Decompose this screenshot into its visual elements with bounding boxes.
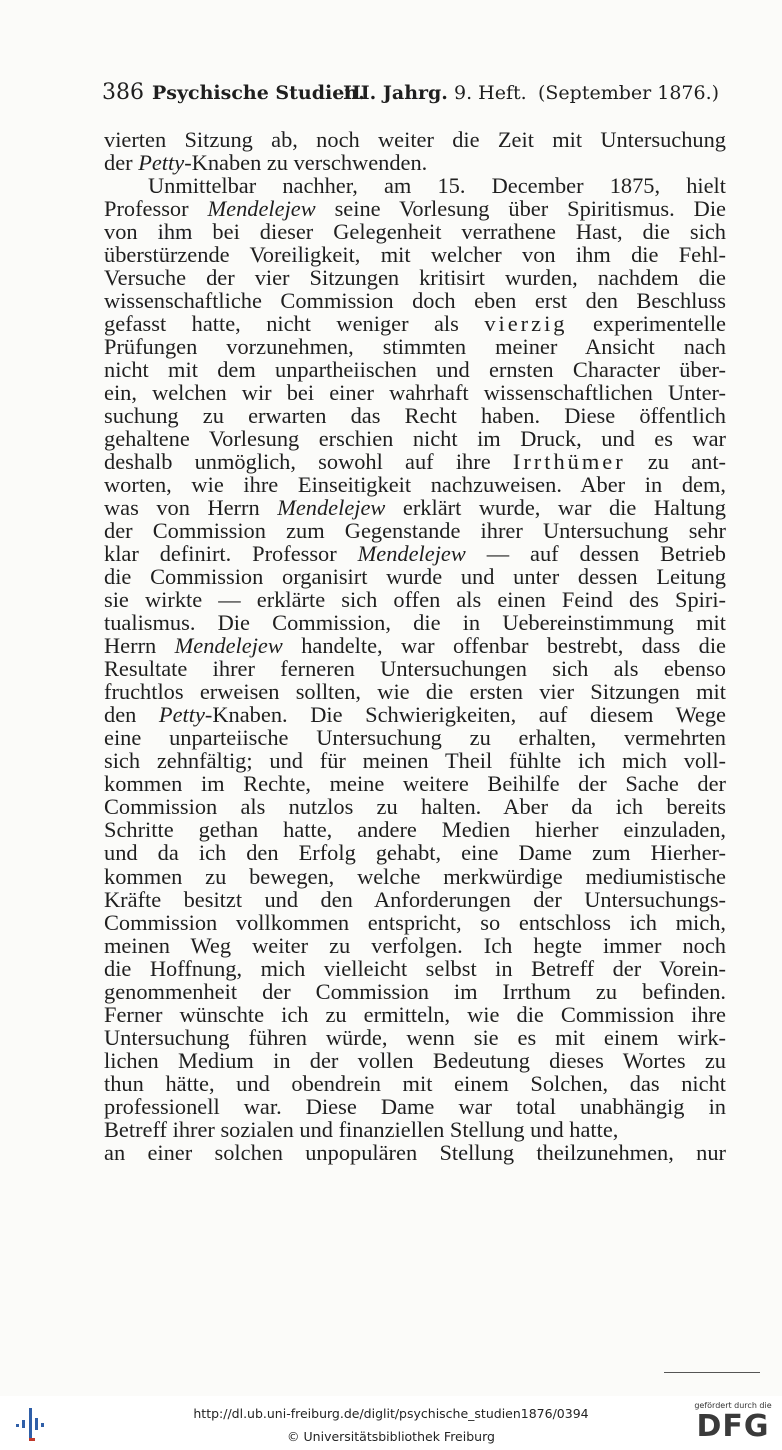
text-line bbox=[104, 1095, 726, 1118]
text-segment: thun hätte, und obendrein mit einem Solchen, das nicht bbox=[104, 1070, 726, 1096]
text-line bbox=[104, 358, 726, 381]
text-line bbox=[104, 473, 726, 496]
text-segment: gefasst hatte, nicht weniger als bbox=[104, 311, 485, 337]
text-line bbox=[104, 565, 726, 588]
body-text bbox=[104, 128, 726, 1164]
text-segment: Commission vollkommen entspricht, so entschloss ich mich, bbox=[104, 909, 726, 935]
italic-name: Mendelejew bbox=[277, 495, 386, 521]
text-segment: -Knaben. Die Schwierigkeiten, auf diesem Wege bbox=[204, 702, 726, 728]
text-segment: -Knaben zu verschwenden. bbox=[184, 150, 428, 176]
spaced-emphasis: Irrthümer bbox=[512, 449, 626, 475]
text-line bbox=[104, 335, 726, 358]
text-line bbox=[104, 726, 726, 749]
text-segment: wissenschaftliche Commission doch eben erst den Beschluss bbox=[104, 288, 726, 314]
text-line bbox=[104, 888, 726, 911]
issue-date: (September 1876.) bbox=[538, 82, 720, 104]
dfg-logo: DFG bbox=[696, 1409, 770, 1444]
text-line bbox=[104, 841, 726, 864]
text-segment: tualismus. Die Commission, die in Uebereinstimmung mit bbox=[104, 610, 726, 636]
text-line bbox=[104, 818, 726, 841]
text-line bbox=[104, 174, 726, 197]
text-segment: sich zehnfältig; und für meinen Theil fühlte ich mich voll- bbox=[104, 748, 726, 774]
text-segment: den bbox=[104, 702, 159, 728]
text-line bbox=[104, 450, 726, 473]
text-segment: erklärt wurde, war die Haltung bbox=[385, 495, 726, 521]
text-line bbox=[104, 542, 726, 565]
text-segment: von ihm bei dieser Gelegenheit verrathene Hast, die sich bbox=[104, 219, 726, 245]
text-segment: der bbox=[104, 150, 139, 176]
journal-title: Psychische Studien. bbox=[152, 82, 365, 104]
text-segment: gehaltene Vorlesung erschien nicht im Druck, und es war bbox=[104, 426, 726, 452]
text-line bbox=[104, 634, 726, 657]
text-segment: suchung zu erwarten das Recht haben. Diese öffentlich bbox=[104, 403, 726, 429]
text-segment: kommen im Rechte, meine weitere Beihilfe der Sache der bbox=[104, 771, 726, 797]
volume-year: III. Jahrg. bbox=[343, 82, 448, 104]
text-segment: vierten Sitzung ab, noch weiter die Zeit mit Untersuchung bbox=[104, 127, 726, 152]
text-line bbox=[104, 312, 726, 335]
text-line bbox=[104, 427, 726, 450]
text-line bbox=[104, 519, 726, 542]
text-segment: meinen Weg weiter zu verfolgen. Ich hegte immer noch bbox=[104, 932, 726, 958]
text-line bbox=[104, 680, 726, 703]
text-segment: der Commission zum Gegenstande ihrer Untersuchung sehr bbox=[104, 518, 726, 544]
text-line bbox=[104, 404, 726, 427]
text-line bbox=[104, 1003, 726, 1026]
text-line bbox=[104, 957, 726, 980]
source-url[interactable]: http://dl.ub.uni-freiburg.de/diglit/psychische_studien1876/0394 bbox=[193, 1406, 589, 1421]
text-segment: worten, wie ihre Einseitigkeit nachzuweisen. Aber in dem, bbox=[104, 472, 726, 498]
copyright-notice: © Universitätsbibliothek Freiburg bbox=[287, 1429, 495, 1444]
text-line bbox=[104, 703, 726, 726]
text-line bbox=[104, 588, 726, 611]
text-segment: lichen Medium in der vollen Bedeutung dieses Wortes zu bbox=[104, 1047, 726, 1073]
text-segment: was von Herrn bbox=[104, 495, 278, 521]
text-line bbox=[104, 1026, 726, 1049]
text-line bbox=[104, 865, 726, 888]
text-line bbox=[104, 657, 726, 680]
spaced-emphasis: vierzig bbox=[484, 311, 568, 337]
viewer-footer bbox=[0, 1396, 782, 1450]
text-segment: zu ant- bbox=[625, 449, 726, 475]
text-segment: Betreff ihrer sozialen und finanziellen Stellung und hatte, bbox=[104, 1116, 619, 1142]
text-segment: Schritte gethan hatte, andere Medien hierher einzuladen, bbox=[104, 817, 726, 843]
text-line bbox=[104, 1072, 726, 1095]
text-line bbox=[104, 220, 726, 243]
text-line bbox=[104, 243, 726, 266]
text-segment: — auf dessen Betrieb bbox=[465, 541, 727, 567]
text-segment: genommenheit der Commission im Irrthum zu befinden. bbox=[104, 978, 726, 1004]
text-segment: ein, welchen wir bei einer wahrhaft wissenschaftlichen Unter- bbox=[104, 380, 726, 406]
italic-name: Petty bbox=[138, 150, 185, 176]
text-line bbox=[104, 151, 726, 174]
text-segment: experimentelle bbox=[567, 311, 726, 337]
footer-rule bbox=[664, 1372, 760, 1373]
text-line bbox=[104, 772, 726, 795]
italic-name: Mendelejew bbox=[357, 541, 466, 567]
italic-name: Mendelejew bbox=[207, 196, 316, 222]
text-segment: an einer solchen unpopulären Stellung theilzunehmen, nur bbox=[104, 1139, 726, 1165]
text-line bbox=[104, 1118, 726, 1141]
text-segment: kommen zu bewegen, welche merkwürdige mediumistische bbox=[104, 863, 726, 889]
text-segment: und da ich den Erfolg gehabt, eine Dame zum Hierher- bbox=[104, 840, 726, 866]
text-line bbox=[104, 266, 726, 289]
text-line bbox=[104, 197, 726, 220]
italic-name: Mendelejew bbox=[174, 633, 283, 659]
text-segment: fruchtlos erweisen sollten, wie die ersten vier Sitzungen mit bbox=[104, 679, 726, 705]
text-segment: nicht mit dem unpartheiischen und ernsten Character über- bbox=[104, 357, 726, 383]
text-segment: Ferner wünschte ich zu ermitteln, wie die Commission ihre bbox=[104, 1001, 726, 1027]
text-line bbox=[104, 381, 726, 404]
issue-number: 9. Heft. bbox=[454, 82, 527, 104]
text-line bbox=[104, 911, 726, 934]
text-line bbox=[104, 934, 726, 957]
text-segment: die Commission organisirt wurde und unter dessen Leitung bbox=[104, 564, 726, 590]
text-segment: Versuche der vier Sitzungen kritisirt wurden, nachdem die bbox=[104, 265, 726, 291]
text-line bbox=[104, 1049, 726, 1072]
text-segment: Untersuchung führen würde, wenn sie es mit einem wirk- bbox=[104, 1024, 726, 1050]
text-segment: handelte, war offenbar bestrebt, dass die bbox=[282, 633, 726, 659]
text-segment: klar definirt. Professor bbox=[104, 541, 358, 567]
text-segment: Herrn bbox=[104, 633, 175, 659]
text-segment: professionell war. Diese Dame war total unabhängig in bbox=[104, 1093, 726, 1119]
text-segment: eine unparteiische Untersuchung zu erhalten, vermehrten bbox=[104, 725, 726, 751]
text-line bbox=[104, 128, 726, 151]
text-line bbox=[104, 749, 726, 772]
funding-note: gefördert durch die bbox=[694, 1401, 772, 1410]
italic-name: Petty bbox=[158, 702, 205, 728]
text-line bbox=[104, 289, 726, 312]
text-segment: überstürzende Voreiligkeit, mit welcher von ihm die Fehl- bbox=[104, 242, 726, 268]
running-header bbox=[102, 80, 720, 110]
text-segment: Professor bbox=[104, 196, 208, 222]
text-segment: Prüfungen vorzunehmen, stimmten meiner Ansicht nach bbox=[104, 334, 726, 360]
text-line bbox=[104, 795, 726, 818]
text-segment: seine Vorlesung über Spiritismus. Die bbox=[315, 196, 726, 222]
page-number: 386 bbox=[102, 80, 144, 105]
text-line bbox=[104, 1141, 726, 1164]
text-segment: sie wirkte — erklärte sich offen als einen Feind des Spiri- bbox=[104, 587, 726, 613]
text-segment: Resultate ihrer ferneren Untersuchungen sich als ebenso bbox=[104, 656, 726, 682]
text-segment: Commission als nutzlos zu halten. Aber da ich bereits bbox=[104, 794, 726, 820]
text-segment: die Hoffnung, mich vielleicht selbst in Betreff der Vorein- bbox=[104, 955, 726, 981]
text-segment: Unmittelbar nachher, am 15. December 1875, hielt bbox=[148, 173, 726, 199]
text-segment: deshalb unmöglich, sowohl auf ihre bbox=[104, 449, 513, 475]
text-line bbox=[104, 496, 726, 519]
text-line bbox=[104, 611, 726, 634]
text-line bbox=[104, 980, 726, 1003]
text-segment: Kräfte besitzt und den Anforderungen der Untersuchungs- bbox=[104, 886, 726, 912]
